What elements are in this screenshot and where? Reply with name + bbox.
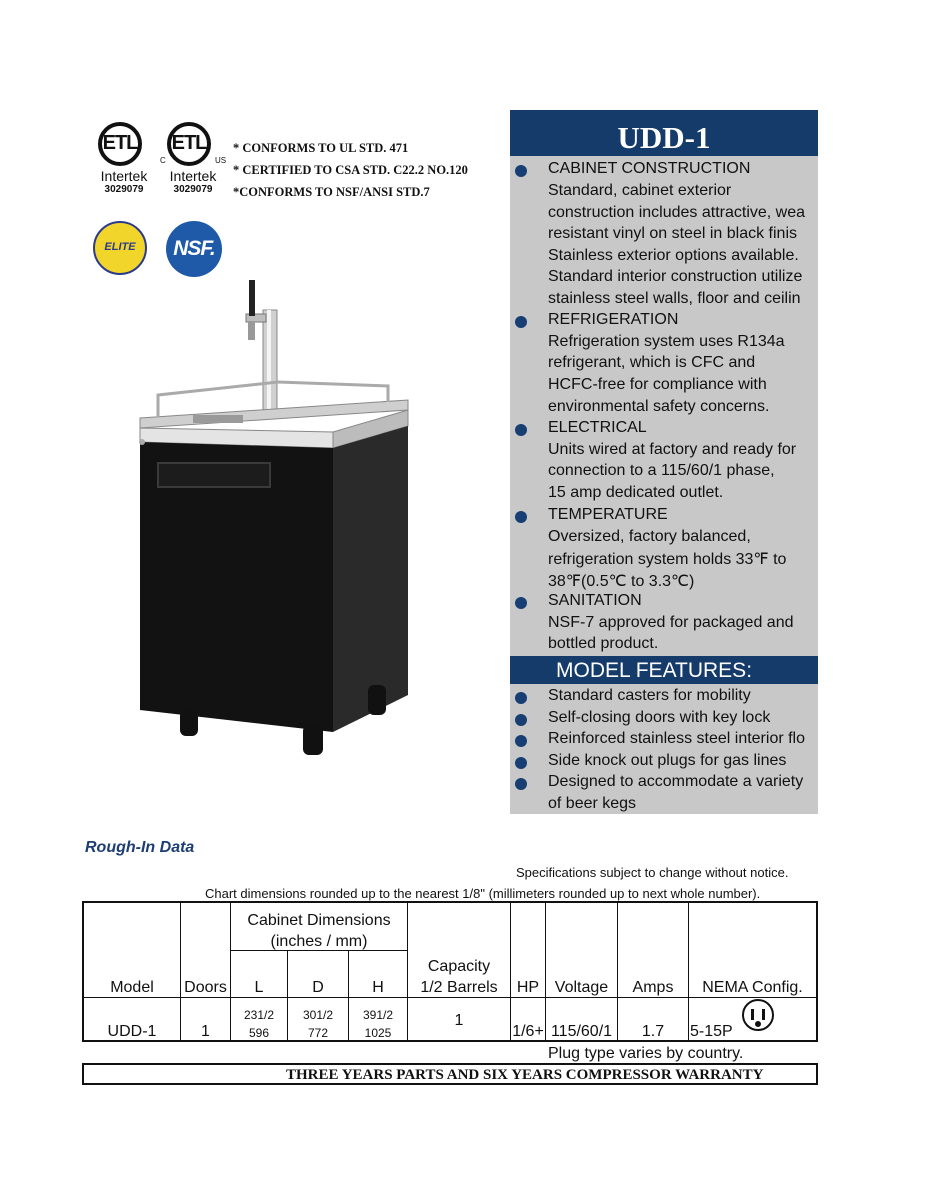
bullet-icon [515, 778, 527, 790]
cert-csa-c22: * CERTIFIED TO CSA STD. C22.2 NO.120 [233, 163, 468, 177]
nema-5-15p-plug-icon [742, 999, 774, 1031]
plug-note: Plug type varies by country. [548, 1045, 744, 1062]
cell-h-mm: 1025 [364, 1026, 392, 1040]
cell-d-inches: 301/2 [302, 1008, 334, 1022]
rough-in-title: Rough-In Data [85, 839, 195, 856]
cell-hp: 1/6+ [512, 1023, 544, 1040]
cell-capacity: 1 [454, 1012, 464, 1029]
header-h: H [372, 979, 384, 996]
rounding-note: Chart dimensions rounded up to the nearest 1/8" (millimeters rounded up to next whole number). [205, 886, 761, 901]
header-hp: HP [516, 979, 540, 996]
bullet-icon [515, 714, 527, 726]
cell-nema: 5-15P [690, 1023, 733, 1040]
header-cabinet-units: (inches / mm) [270, 933, 368, 950]
cell-l-inches: 231/2 [243, 1008, 275, 1022]
bullet-icon [515, 692, 527, 704]
cell-l-mm: 596 [248, 1026, 270, 1040]
bullet-icon [515, 757, 527, 769]
header-capacity-barrels: 1/2 Barrels [420, 979, 498, 996]
cell-voltage: 115/60/1 [550, 1023, 613, 1040]
header-model: Model [110, 979, 154, 996]
elite-logo: ELITE [93, 221, 147, 275]
beer-dispenser-image [128, 270, 418, 770]
cell-model: UDD-1 [107, 1023, 157, 1040]
spec-change-note: Specifications subject to change without notice. [516, 865, 789, 880]
header-capacity: Capacity [427, 958, 491, 975]
nsf-logo: NSF. [166, 221, 222, 277]
bullet-icon [515, 424, 527, 436]
header-l: L [254, 979, 264, 996]
c-etl-us-intertek-logo: ETL C US Intertek 3029079 [163, 122, 223, 195]
model-title: UDD-1 [510, 110, 818, 156]
spec-panel: UDD-1 CABINET CONSTRUCTION Standard, cabinet exterior construction includes attractive, wea resistant vinyl on steel in black finis Stainless exterior options available. Standard interior construction utilize stainless steel walls, floor and ceilin REFRIGERATION Refrigeration system uses R134a refrigerant, which is CFC and HCFC-free for compliance with environmental safety concerns. ELECTRICAL Units wired at factory and ready for connection to a 115/60/1 phase, 15 amp dedicated outlet. TEMPERATURE Oversized, factory balanced, refrigeration system holds 33℉ to 38℉(0.5℃ to 3.3℃) SANITATION NSF-7 approved for packaged and bottled product. MODEL FEATURES: Standard casters for mobility Self-closing doors with key lock Reinforced stainless steel interior flo Side knock out plugs for gas lines Designed to accommodate a variety of beer kegs [510, 110, 818, 814]
header-amps: Amps [632, 979, 674, 996]
cert-ul-471: * CONFORMS TO UL STD. 471 [233, 141, 409, 155]
bullet-icon [515, 165, 527, 177]
header-d: D [312, 979, 324, 996]
header-doors: Doors [184, 979, 227, 996]
cert-nsf-ansi-7: *CONFORMS TO NSF/ANSI STD.7 [233, 185, 430, 199]
bullet-icon [515, 511, 527, 523]
cell-d-mm: 772 [307, 1026, 329, 1040]
cell-amps: 1.7 [641, 1023, 665, 1040]
bullet-icon [515, 735, 527, 747]
cell-h-inches: 391/2 [362, 1008, 394, 1022]
model-features-heading: MODEL FEATURES: [510, 656, 818, 684]
cell-doors: 1 [201, 1023, 210, 1040]
bullet-icon [515, 597, 527, 609]
warranty-banner: THREE YEARS PARTS AND SIX YEARS COMPRESSOR WARRANTY [82, 1063, 818, 1085]
bullet-icon [515, 316, 527, 328]
etl-intertek-logo: ETL Intertek 3029079 [94, 122, 154, 195]
header-nema: NEMA Config. [702, 979, 803, 996]
header-voltage: Voltage [554, 979, 609, 996]
header-cabinet-dims: Cabinet Dimensions [247, 912, 391, 929]
